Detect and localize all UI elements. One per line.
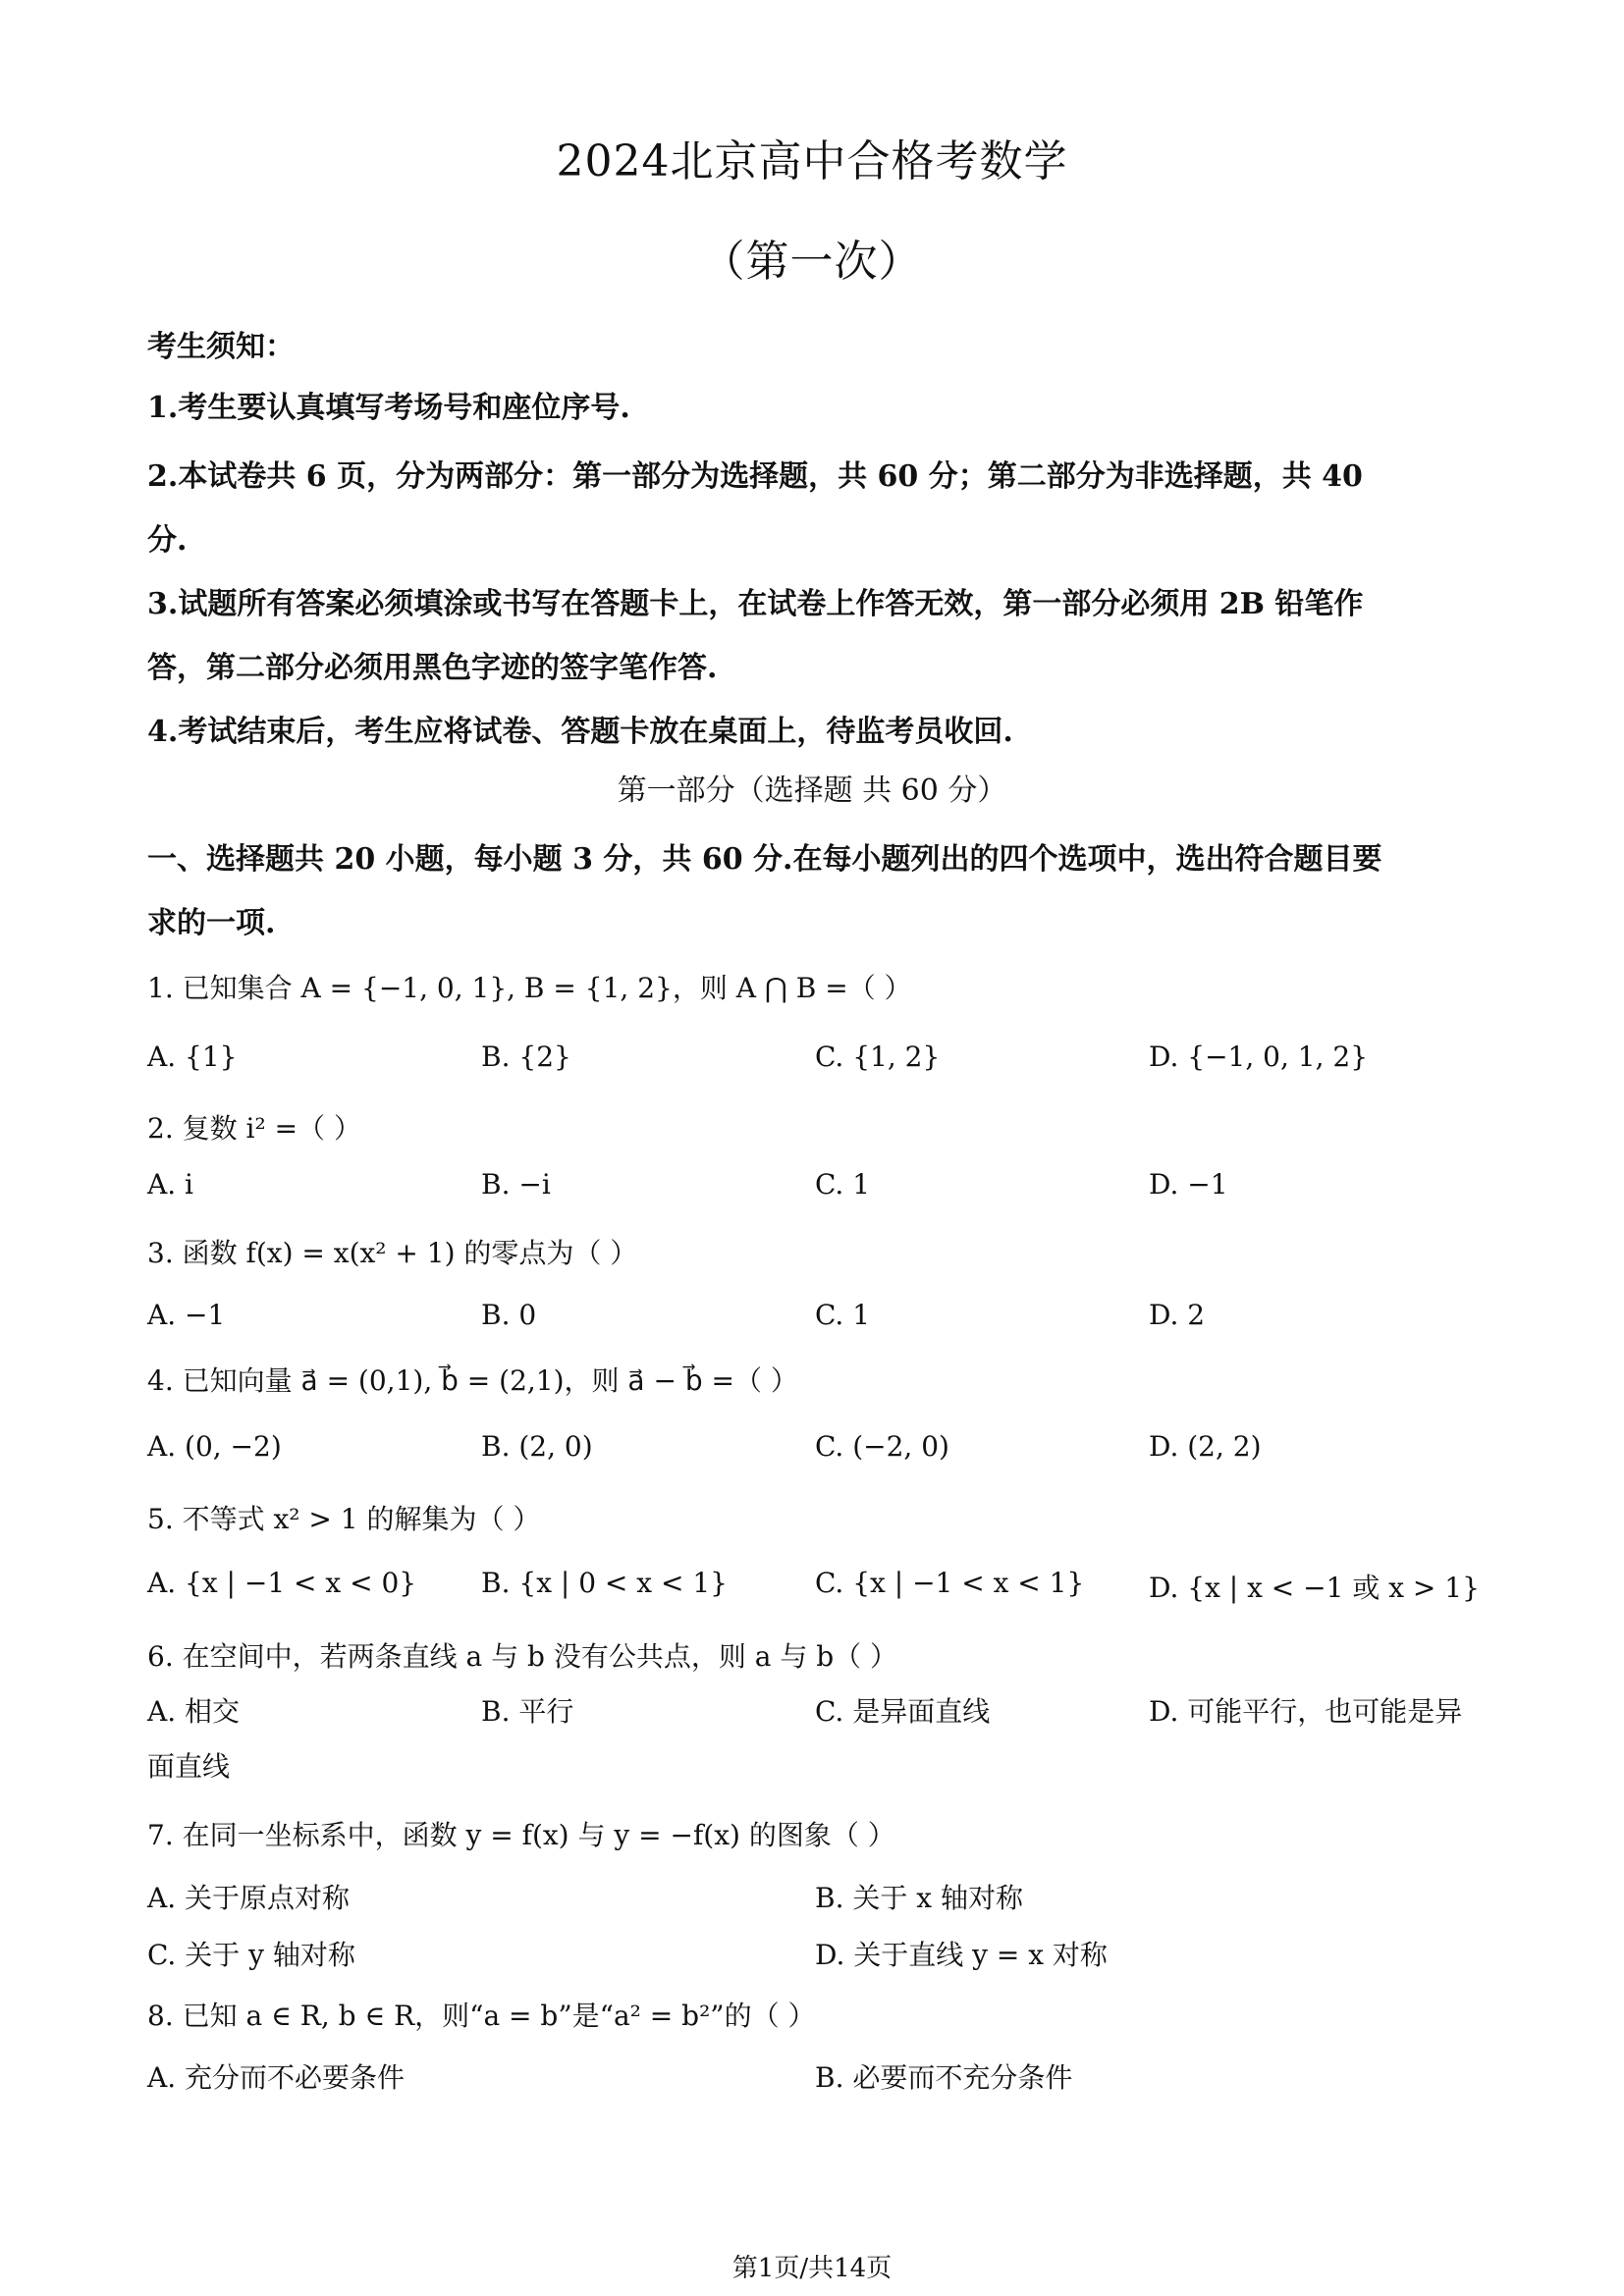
section-intro-line-2: 求的一项.: [147, 906, 276, 940]
question-1-option-c: C. {1, 2}: [815, 1041, 941, 1073]
notice-item-3-line-1: 3.试题所有答案必须填涂或书写在答题卡上，在试卷上作答无效，第一部分必须用 2B 铅笔作: [147, 587, 1364, 621]
question-6-option-d-continued: 面直线: [147, 1750, 231, 1783]
question-7-option-c: C. 关于 y 轴对称: [147, 1939, 355, 1971]
question-5-option-b: B. {x | 0 < x < 1}: [481, 1567, 728, 1599]
question-4-option-b: B. (2, 0): [481, 1430, 593, 1463]
question-4-option-c: C. (−2, 0): [815, 1430, 949, 1463]
question-6-option-b: B. 平行: [481, 1695, 574, 1728]
question-2-option-a: A. i: [147, 1168, 193, 1201]
question-6-option-a: A. 相交: [147, 1695, 241, 1728]
question-2-option-d: D. −1: [1149, 1168, 1228, 1201]
notice-item-4: 4.考试结束后，考生应将试卷、答题卡放在桌面上，待监考员收回.: [147, 715, 1013, 749]
question-4-option-d: D. (2, 2): [1149, 1430, 1262, 1463]
question-2-option-c: C. 1: [815, 1168, 871, 1201]
question-6-option-c: C. 是异面直线: [815, 1695, 991, 1728]
notice-heading: 考生须知：: [147, 330, 295, 364]
question-8-option-a: A. 充分而不必要条件: [147, 2061, 406, 2094]
question-3-stem: 3. 函数 f(x) = x(x² + 1) 的零点为（ ）: [147, 1237, 638, 1269]
page-number: 第1页/共14页: [731, 2254, 893, 2283]
question-1-option-d: D. {−1, 0, 1, 2}: [1149, 1041, 1369, 1073]
question-7-stem: 7. 在同一坐标系中，函数 y = f(x) 与 y = −f(x) 的图象（ ）: [147, 1819, 895, 1851]
exam-title: 2024北京高中合格考数学: [556, 136, 1068, 187]
exam-subtitle: （第一次）: [701, 237, 923, 287]
question-5-stem: 5. 不等式 x² > 1 的解集为（ ）: [147, 1503, 541, 1535]
question-3-option-b: B. 0: [481, 1299, 537, 1331]
section-intro-line-1: 一、选择题共 20 小题，每小题 3 分，共 60 分.在每小题列出的四个选项中，选出符合题目要: [147, 842, 1382, 877]
question-6-stem: 6. 在空间中，若两条直线 a 与 b 没有公共点，则 a 与 b（ ）: [147, 1640, 898, 1673]
question-5-option-a: A. {x | −1 < x < 0}: [147, 1567, 417, 1599]
question-5-option-c: C. {x | −1 < x < 1}: [815, 1567, 1085, 1599]
question-4-option-a: A. (0, −2): [147, 1430, 282, 1463]
question-1-option-a: A. {1}: [147, 1041, 238, 1073]
question-2-stem: 2. 复数 i² =（ ）: [147, 1112, 361, 1145]
question-8-stem: 8. 已知 a ∈ R, b ∈ R，则“a = b”是“a² = b²”的（ ）: [147, 2000, 816, 2032]
question-3-option-d: D. 2: [1149, 1299, 1206, 1331]
question-6-option-d: D. 可能平行，也可能是异: [1149, 1695, 1463, 1728]
question-2-option-b: B. −i: [481, 1168, 551, 1201]
question-7-option-b: B. 关于 x 轴对称: [815, 1882, 1023, 1914]
question-3-option-c: C. 1: [815, 1299, 871, 1331]
question-1-stem: 1. 已知集合 A = {−1, 0, 1}, B = {1, 2}，则 A ⋂ B =（ ）: [147, 972, 912, 1004]
question-1-option-b: B. {2}: [481, 1041, 571, 1073]
notice-item-2-line-2: 分.: [147, 523, 188, 558]
question-3-option-a: A. −1: [147, 1299, 226, 1331]
question-7-option-d: D. 关于直线 y = x 对称: [815, 1939, 1108, 1971]
question-8-option-b: B. 必要而不充分条件: [815, 2061, 1073, 2094]
notice-item-2-line-1: 2.本试卷共 6 页，分为两部分：第一部分为选择题，共 60 分；第二部分为非选择题，共 40: [147, 459, 1363, 494]
notice-item-3-line-2: 答，第二部分必须用黑色字迹的签字笔作答.: [147, 651, 718, 685]
question-7-option-a: A. 关于原点对称: [147, 1882, 351, 1914]
question-4-stem: 4. 已知向量 a⃗ = (0,1), b⃗ = (2,1)，则 a⃗ − b⃗ =（ ）: [147, 1364, 798, 1397]
section-title: 第一部分（选择题 共 60 分）: [617, 774, 1007, 808]
notice-item-1: 1.考生要认真填写考场号和座位序号.: [147, 391, 630, 425]
question-5-option-d: D. {x | x < −1 或 x > 1}: [1149, 1572, 1480, 1604]
